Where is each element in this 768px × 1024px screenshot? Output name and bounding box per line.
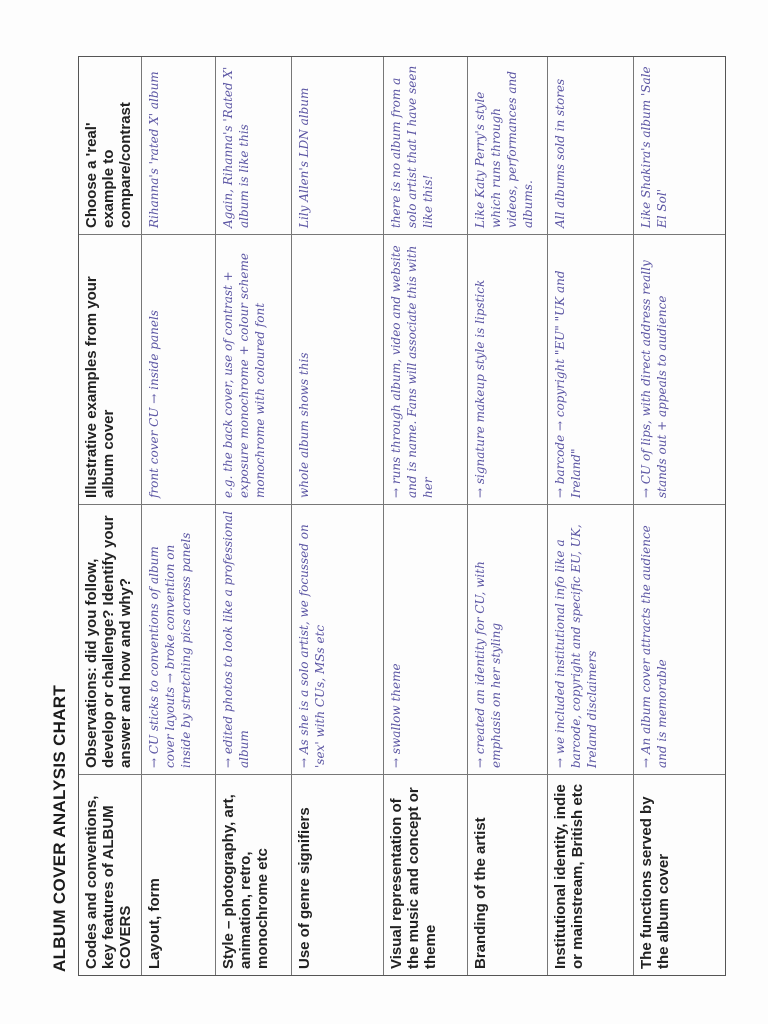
table-row <box>291 57 383 975</box>
row-feature-cell: Branding of the artist <box>472 817 489 969</box>
row-example-cell: → runs through album, video and website and is name. Fans will associate this with her <box>384 235 467 505</box>
analysis-table <box>78 56 726 976</box>
row-example-cell: → CU of lips, with direct address really stands out + appeals to audience <box>634 235 725 505</box>
row-feature-cell: Visual representation of the music and concept or theme <box>388 787 439 969</box>
header-illustrative-examples: Illustrative examples from your album cover <box>79 235 141 505</box>
table-row <box>215 57 291 975</box>
row-example-cell: → signature makeup style is lipstick <box>468 235 547 505</box>
row-real-example-cell: Rihanna's 'rated X' album <box>142 57 215 235</box>
row-observation-cell: → As she is a solo artist, we focussed on 'sex' with CUs, MSs etc <box>292 505 383 775</box>
row-feature-cell: Institutional identity, indie or mainstream, British etc <box>552 783 586 969</box>
row-observation-cell: → we included institutional info like a barcode, copyright and specific EU, UK, Ireland disclaimers <box>548 505 633 775</box>
row-feature-cell: Layout, form <box>146 878 163 969</box>
header-observations: Observations: did you follow, develop or challenge? Identify your answer and how and why? <box>79 505 141 775</box>
table-header-row <box>79 57 141 975</box>
rotated-content <box>48 40 728 1000</box>
row-example-cell: → barcode → copyright "EU" "UK and Ireland" <box>548 235 633 505</box>
header-codes-conventions: Codes and conventions, key features of ALBUM COVERS <box>83 795 134 969</box>
row-observation-cell: → CU sticks to conventions of album cover layouts → broke convention on inside by stretching pics across panels <box>142 505 215 775</box>
table-row <box>547 57 633 975</box>
document-title: ALBUM COVER ANALYSIS CHART <box>50 684 69 972</box>
row-observation-cell: → created an identity for CU, with emphasis on her styling <box>468 505 547 775</box>
table-row <box>633 57 725 975</box>
row-real-example-cell: Lily Allen's LDN album <box>292 57 383 235</box>
row-real-example-cell: Again, Rihanna's 'Rated X' album is like this <box>216 57 291 235</box>
row-real-example-cell: All albums sold in stores <box>548 57 633 235</box>
row-example-cell: whole album shows this <box>292 235 383 505</box>
row-real-example-cell: there is no album from a solo artist that I have seen like this! <box>384 57 467 235</box>
row-observation-cell: → edited photos to look like a professional album <box>216 505 291 775</box>
row-observation-cell: → swallow theme <box>384 505 467 775</box>
row-feature-cell: Style – photography, art, animation, retro, monochrome etc <box>220 794 271 969</box>
table-row <box>467 57 547 975</box>
table-row <box>141 57 215 975</box>
row-feature-cell: Use of genre signifiers <box>296 807 313 969</box>
table-row <box>383 57 467 975</box>
row-observation-cell: → An album cover attracts the audience and is memorable <box>634 505 725 775</box>
row-real-example-cell: Like Shakira's album 'Sale El Sol' <box>634 57 725 235</box>
header-real-example: Choose a 'real' example to compare/contrast <box>79 57 141 235</box>
row-example-cell: front cover CU → inside panels <box>142 235 215 505</box>
row-real-example-cell: Like Katy Perry's style which runs through videos, performances and albums. <box>468 57 547 235</box>
row-feature-cell: The functions served by the album cover <box>638 796 672 969</box>
row-example-cell: e.g. the back cover, use of contrast + exposure monochrome + colour scheme monochrome with coloured font <box>216 235 291 505</box>
